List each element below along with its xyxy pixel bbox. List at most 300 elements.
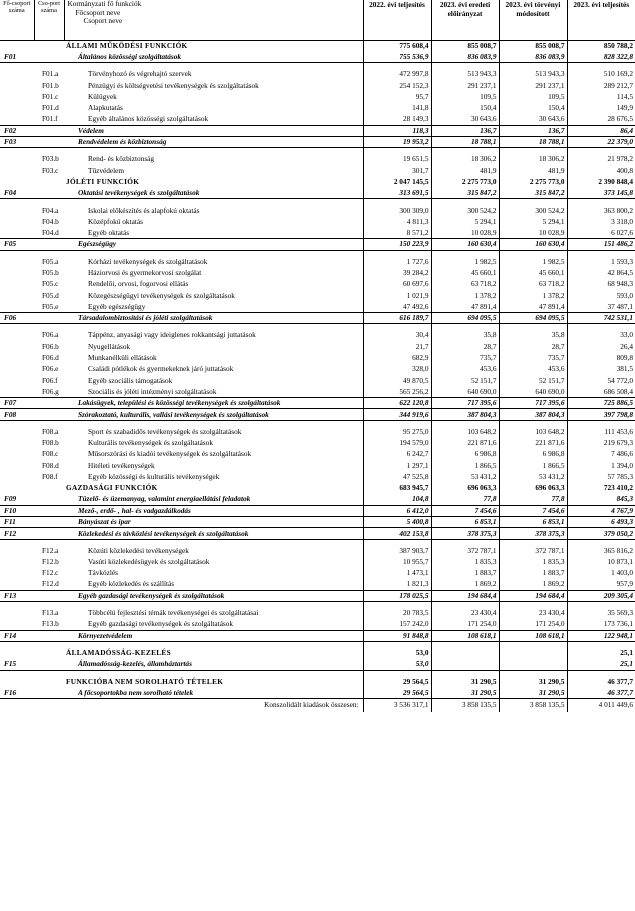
csoport-code: F12.a [42,545,59,555]
focsoport-code [0,114,34,125]
value-2023-modified: 1 866,5 [499,460,567,471]
value-2023-modified: 387 804,3 [499,409,567,420]
csoport-code [34,136,64,147]
value-2023-actual: 2 390 848,4 [567,176,635,187]
value-2023-original: 1 982,5 [431,256,499,267]
group-name: Egyéb közösségi és kulturális tevékenységek [88,472,220,482]
value-2023-modified: 735,7 [499,352,567,363]
group-name: Háziorvosi és gyermekorvosi szolgálat [88,267,202,277]
value-2023-actual: 21 978,2 [567,154,635,165]
group-name: Középfokú oktatás [88,216,143,226]
value-2023-actual: 363 800,2 [567,205,635,216]
category-name: Szórakoztató, kulturális, vallási tevékenységek és szolgáltatások [78,409,269,419]
value-2023-modified: 35,8 [499,330,567,341]
focsoport-code [0,483,34,494]
value-2022: 6 412,0 [363,505,431,516]
value-2022: 775 608,4 [363,40,431,51]
value-2023-actual: 42 864,5 [567,267,635,278]
csoport-code: F08.f [42,472,58,482]
value-2023-modified: 77,8 [499,494,567,505]
value-2023-actual: 149,9 [567,102,635,113]
value-2023-actual: 1 394,0 [567,460,635,471]
focsoport-code: F11 [4,517,16,527]
value-2023-modified: 18 306,2 [499,154,567,165]
csoport-code: F06.b [42,341,59,351]
table-row [0,330,635,341]
value-2023-original: 387 804,3 [431,409,499,420]
group-name: Rendelői, orvosi, fogorvosi ellátás [88,279,189,289]
value-2022: 47 525,8 [363,471,431,482]
value-2023-original: 47 891,4 [431,301,499,312]
value-2023-modified: 31 290,5 [499,676,567,687]
focsoport-code [0,69,34,80]
focsoport-code [0,579,34,590]
value-2022: 565 256,2 [363,386,431,397]
csoport-code: F04.b [42,216,59,226]
value-2023-modified: 30 643,6 [499,114,567,125]
header-name-line3: Csoport neve [83,16,123,25]
table-row [0,205,635,216]
value-2023-original: 1 883,7 [431,568,499,579]
value-2023-original: 52 151,7 [431,375,499,386]
value-2022: 150 223,9 [363,239,431,250]
focsoport-code [0,330,34,341]
value-2022: 194 579,0 [363,438,431,449]
table-row [0,364,635,375]
value-2023-modified: 221 871,6 [499,438,567,449]
csoport-code [34,125,64,136]
group-name: Nyugellátások [88,341,131,351]
focsoport-code [0,568,34,579]
table-row [0,267,635,278]
value-2023-actual: 828 322,8 [567,51,635,62]
value-2023-modified: 136,7 [499,125,567,136]
value-2023-original: 77,8 [431,494,499,505]
category-name: Tüzelő- és üzemanyag, valamint energiaellátási feladatok [78,494,251,504]
value-2023-original: 136,7 [431,125,499,136]
csoport-code [34,676,64,687]
value-2023-original: 103 648,2 [431,426,499,437]
value-2023-original [431,648,499,659]
group-name: Családi pótlékok és gyermekeknek járó juttatások [88,364,234,374]
group-name: Közúti közlekedési tevékenységek [88,545,189,555]
group-name: Közegészségügyi tevékenységek és szolgáltatások [88,290,235,300]
value-2023-original: 481,9 [431,165,499,176]
table-row [0,313,635,324]
value-2023-actual: 37 487,1 [567,301,635,312]
focsoport-code: F02 [4,125,17,135]
category-name: Közlekedési és távközlési tevékenységek és szolgáltatások [78,528,249,538]
value-2023-modified: 103 648,2 [499,426,567,437]
focsoport-code [0,165,34,176]
value-2023-actual: 151 486,2 [567,239,635,250]
csoport-code: F06.e [42,364,59,374]
group-name: Egyéb oktatás [88,227,130,237]
function-name: GAZDASÁGI FUNKCIÓK [66,483,158,493]
value-2022: 104,8 [363,494,431,505]
value-2023-actual: 86,4 [567,125,635,136]
value-2022: 30,4 [363,330,431,341]
value-2023-original: 1 869,2 [431,579,499,590]
table-row [0,409,635,420]
table-row [0,102,635,113]
category-name: Környezetvédelem [78,630,133,640]
value-2023-original: 108 618,1 [431,630,499,641]
value-2022: 254 152,3 [363,80,431,91]
value-2023-actual: 209 305,4 [567,590,635,601]
csoport-code: F06.a [42,330,59,340]
csoport-code [34,40,64,51]
table-row [0,568,635,579]
group-name: Egyéb közlekedés és szállítás [88,579,175,589]
focsoport-code [0,676,34,687]
value-2022: 178 025,5 [363,590,431,601]
csoport-code [34,590,64,601]
value-2023-actual: 35 569,3 [567,608,635,619]
table-row [0,176,635,187]
focsoport-code: F05 [4,239,17,249]
focsoport-code [0,256,34,267]
value-2023-original: 6 986,8 [431,449,499,460]
value-2023-modified: 53 431,2 [499,471,567,482]
value-2023-original: 2 275 773,0 [431,176,499,187]
table-row [0,136,635,147]
group-name: Távközlés [88,568,118,578]
value-2022: 39 284,2 [363,267,431,278]
value-2023-actual: 809,8 [567,352,635,363]
csoport-code: F08.a [42,426,59,436]
csoport-code: F06.f [42,375,58,385]
group-name: Pénzügyi és költségvetési tevékenységek és szolgáltatások [88,80,259,90]
focsoport-code [0,449,34,460]
focsoport-code [0,279,34,290]
value-2023-actual: 46 377,7 [567,676,635,687]
category-name: Mező-, erdő- , hal- és vadgazdálkodás [78,505,191,515]
value-2023-modified: 372 787,1 [499,545,567,556]
focsoport-code: F14 [4,630,17,640]
focsoport-code [0,205,34,216]
group-name: Kulturális tevékenységek és szolgáltatások [88,438,214,448]
table-row [0,630,635,641]
csoport-code: F08.d [42,460,59,470]
csoport-code: F01.b [42,80,59,90]
value-2022: 616 189,7 [363,313,431,324]
csoport-code [34,409,64,420]
table-row [0,590,635,601]
function-name: JÓLÉTI FUNKCIÓK [66,176,140,186]
category-name: Egészségügy [78,239,117,249]
table-row [0,256,635,267]
value-2023-original: 160 630,4 [431,239,499,250]
table-row [0,460,635,471]
focsoport-code: F15 [4,659,17,669]
table-row [0,69,635,80]
table-row [0,341,635,352]
value-2023-modified: 640 690,0 [499,386,567,397]
table-row [0,517,635,528]
value-2023-actual: 122 948,1 [567,630,635,641]
value-2022: 6 242,7 [363,449,431,460]
value-2023-modified: 717 395,6 [499,398,567,409]
total-2023-modified: 3 858 135,5 [499,699,567,712]
csoport-code [34,659,64,670]
total-row [0,699,635,712]
value-2023-modified [499,659,567,670]
category-name: Védelem [78,125,104,135]
value-2023-actual: 397 798,8 [567,409,635,420]
group-name: Egyéb általános közösségi szolgáltatások [88,114,209,124]
focsoport-code [0,608,34,619]
value-2023-modified: 1 378,2 [499,290,567,301]
table-row [0,545,635,556]
value-2022: 20 783,5 [363,608,431,619]
category-name: Oktatási tevékenységek és szolgáltatások [78,187,200,197]
table-row [0,579,635,590]
value-2023-original: 109,5 [431,91,499,102]
csoport-code [34,51,64,62]
table-row [0,154,635,165]
value-2023-modified: 291 237,1 [499,80,567,91]
value-2022: 1 727,6 [363,256,431,267]
value-2023-modified: 1 869,2 [499,579,567,590]
value-2023-modified: 18 788,1 [499,136,567,147]
table-row [0,398,635,409]
value-2023-actual: 57 785,3 [567,471,635,482]
table-row [0,556,635,567]
value-2023-actual: 381,5 [567,364,635,375]
value-2023-modified: 2 275 773,0 [499,176,567,187]
group-name: Műsorszórási és kiadói tevékenységek és szolgáltatások [88,449,252,459]
value-2022: 1 821,3 [363,579,431,590]
category-name: Társadalombiztosítási és jóléti szolgáltatások [78,313,213,323]
csoport-code: F06.g [42,386,59,396]
csoport-code: F12.d [42,579,59,589]
table-row [0,375,635,386]
value-2023-actual: 1 403,0 [567,568,635,579]
value-2023-modified: 836 083,9 [499,51,567,62]
category-name: Rendvédelem és közbiztonság [78,137,167,147]
csoport-code: F01.d [42,103,59,113]
csoport-code: F03.c [42,165,59,175]
focsoport-code [0,471,34,482]
value-2023-original: 291 237,1 [431,80,499,91]
focsoport-code [0,91,34,102]
csoport-code: F05.a [42,256,59,266]
value-2023-modified: 194 684,4 [499,590,567,601]
value-2023-modified: 52 151,7 [499,375,567,386]
focsoport-code: F13 [4,591,17,600]
value-2022: 118,3 [363,125,431,136]
value-2023-original: 31 290,5 [431,687,499,698]
table-row [0,80,635,91]
value-2022: 402 153,8 [363,528,431,539]
value-2023-original: 150,4 [431,102,499,113]
table-row [0,426,635,437]
focsoport-code [0,216,34,227]
csoport-code [34,398,64,409]
focsoport-code: F10 [4,505,17,515]
csoport-code [34,188,64,199]
function-name: FUNKCIÓBA NEM SOROLHATÓ TÉTELEK [66,676,224,686]
value-2023-original: 855 008,7 [431,40,499,51]
value-2023-modified: 6 853,1 [499,517,567,528]
value-2023-actual: 845,3 [567,494,635,505]
group-name: Egyéb gazdasági tevékenységek és szolgáltatások [88,619,234,629]
value-2023-modified: 378 375,3 [499,528,567,539]
value-2023-actual: 1 593,3 [567,256,635,267]
csoport-code [34,176,64,187]
csoport-code [34,313,64,324]
focsoport-code: F09 [4,494,17,504]
group-name: Rend- és közbiztonság [88,154,155,164]
focsoport-code: F01 [4,51,17,61]
value-2023-original: 696 063,3 [431,483,499,494]
value-2023-modified: 1 982,5 [499,256,567,267]
focsoport-code [0,301,34,312]
csoport-code: F12.b [42,557,59,567]
focsoport-code [0,426,34,437]
value-2022: 29 564,5 [363,676,431,687]
table-row [0,227,635,238]
table-body [0,40,635,712]
value-2023-original: 453,6 [431,364,499,375]
value-2023-original: 315 847,2 [431,188,499,199]
value-2023-modified: 6 986,8 [499,449,567,460]
table-row [0,438,635,449]
value-2023-original: 194 684,4 [431,590,499,601]
value-2023-original: 372 787,1 [431,545,499,556]
value-2022: 8 571,2 [363,227,431,238]
total-label: Konszolidált kiadások összesen: [264,700,359,710]
value-2023-modified: 63 718,2 [499,279,567,290]
value-2022: 387 903,7 [363,545,431,556]
header-2023-modified: 2023. évi törvényi módosított [499,0,567,40]
csoport-code [34,505,64,516]
value-2022: 28 149,3 [363,114,431,125]
value-2023-original: 18 306,2 [431,154,499,165]
table-row [0,279,635,290]
csoport-code: F12.c [42,568,59,578]
value-2022: 29 564,5 [363,687,431,698]
value-2022: 21,7 [363,341,431,352]
value-2023-modified: 47 891,4 [499,301,567,312]
value-2022: 157 242,0 [363,619,431,630]
value-2023-modified: 5 294,1 [499,216,567,227]
value-2022: 1 297,1 [363,460,431,471]
group-name: Sport és szabadidős tevékenységek és szolgáltatások [88,426,242,436]
group-name: Egyéb szociális támogatások [88,375,173,385]
value-2022: 472 997,8 [363,69,431,80]
value-2023-original: 45 660,1 [431,267,499,278]
value-2023-modified: 108 618,1 [499,630,567,641]
value-2022: 755 536,9 [363,51,431,62]
category-name: A főcsoportokba nem sorolható tételek [78,687,194,697]
group-name: Szociális és jóléti intézményi szolgáltatások [88,386,217,396]
value-2023-modified: 109,5 [499,91,567,102]
value-2023-original: 221 871,6 [431,438,499,449]
value-2023-actual: 7 486,6 [567,449,635,460]
value-2023-modified: 481,9 [499,165,567,176]
csoport-code: F01.c [42,91,59,101]
table-row [0,528,635,539]
value-2022: 4 811,3 [363,216,431,227]
csoport-code: F03.b [42,154,59,164]
value-2023-original: 35,8 [431,330,499,341]
value-2022: 328,0 [363,364,431,375]
csoport-code: F04.a [42,205,59,215]
value-2023-original: 513 943,3 [431,69,499,80]
value-2023-original: 10 028,9 [431,227,499,238]
category-name: Általános közösségi szolgáltatások [78,51,181,61]
value-2023-modified: 10 028,9 [499,227,567,238]
value-2023-actual: 723 410,2 [567,483,635,494]
value-2023-actual: 6 027,6 [567,227,635,238]
value-2023-actual: 25,1 [567,648,635,659]
value-2023-original: 300 524,2 [431,205,499,216]
value-2023-modified: 23 430,4 [499,608,567,619]
csoport-code: F08.c [42,449,59,459]
value-2023-actual: 365 816,2 [567,545,635,556]
focsoport-code [0,648,34,659]
header-2023-original: 2023. évi eredeti előirányzat [431,0,499,40]
group-name: Egyéb egészségügy [88,301,146,311]
table-row [0,165,635,176]
value-2022: 47 492,6 [363,301,431,312]
function-name: ÁLLAMADÓSSÁG-KEZELÉS [66,648,171,658]
table-row [0,125,635,136]
value-2023-original: 1 866,5 [431,460,499,471]
value-2023-actual: 114,5 [567,91,635,102]
value-2023-actual: 68 948,3 [567,279,635,290]
table-row [0,216,635,227]
value-2023-original: 6 853,1 [431,517,499,528]
csoport-code: F08.b [42,438,59,448]
table-row [0,676,635,687]
value-2023-modified: 150,4 [499,102,567,113]
value-2022: 95,7 [363,91,431,102]
csoport-code [34,630,64,641]
table-row [0,40,635,51]
focsoport-code [0,619,34,630]
value-2023-original: 836 083,9 [431,51,499,62]
table-row [0,648,635,659]
value-2023-actual: 6 493,3 [567,517,635,528]
value-2023-actual: 400,8 [567,165,635,176]
group-name: Vasúti közlekedésügyek és szolgáltatások [88,557,210,567]
csoport-code [34,528,64,539]
table-row [0,352,635,363]
value-2022: 141,8 [363,102,431,113]
value-2023-original: 1 378,2 [431,290,499,301]
value-2023-actual: 742 531,1 [567,313,635,324]
value-2023-actual: 593,0 [567,290,635,301]
value-2023-original: 18 788,1 [431,136,499,147]
value-2023-original: 717 395,6 [431,398,499,409]
focsoport-code [0,556,34,567]
value-2022: 95 275,0 [363,426,431,437]
csoport-code: F06.d [42,353,59,363]
table-row [0,483,635,494]
focsoport-code [0,40,34,51]
focsoport-code [0,352,34,363]
value-2022: 53,0 [363,648,431,659]
value-2023-modified: 300 524,2 [499,205,567,216]
value-2023-actual: 46 377,7 [567,687,635,698]
value-2023-actual: 289 212,7 [567,80,635,91]
value-2023-actual: 373 145,8 [567,188,635,199]
group-name: Kórházi tevékenységek és szolgáltatások [88,256,208,266]
value-2023-original: 63 718,2 [431,279,499,290]
